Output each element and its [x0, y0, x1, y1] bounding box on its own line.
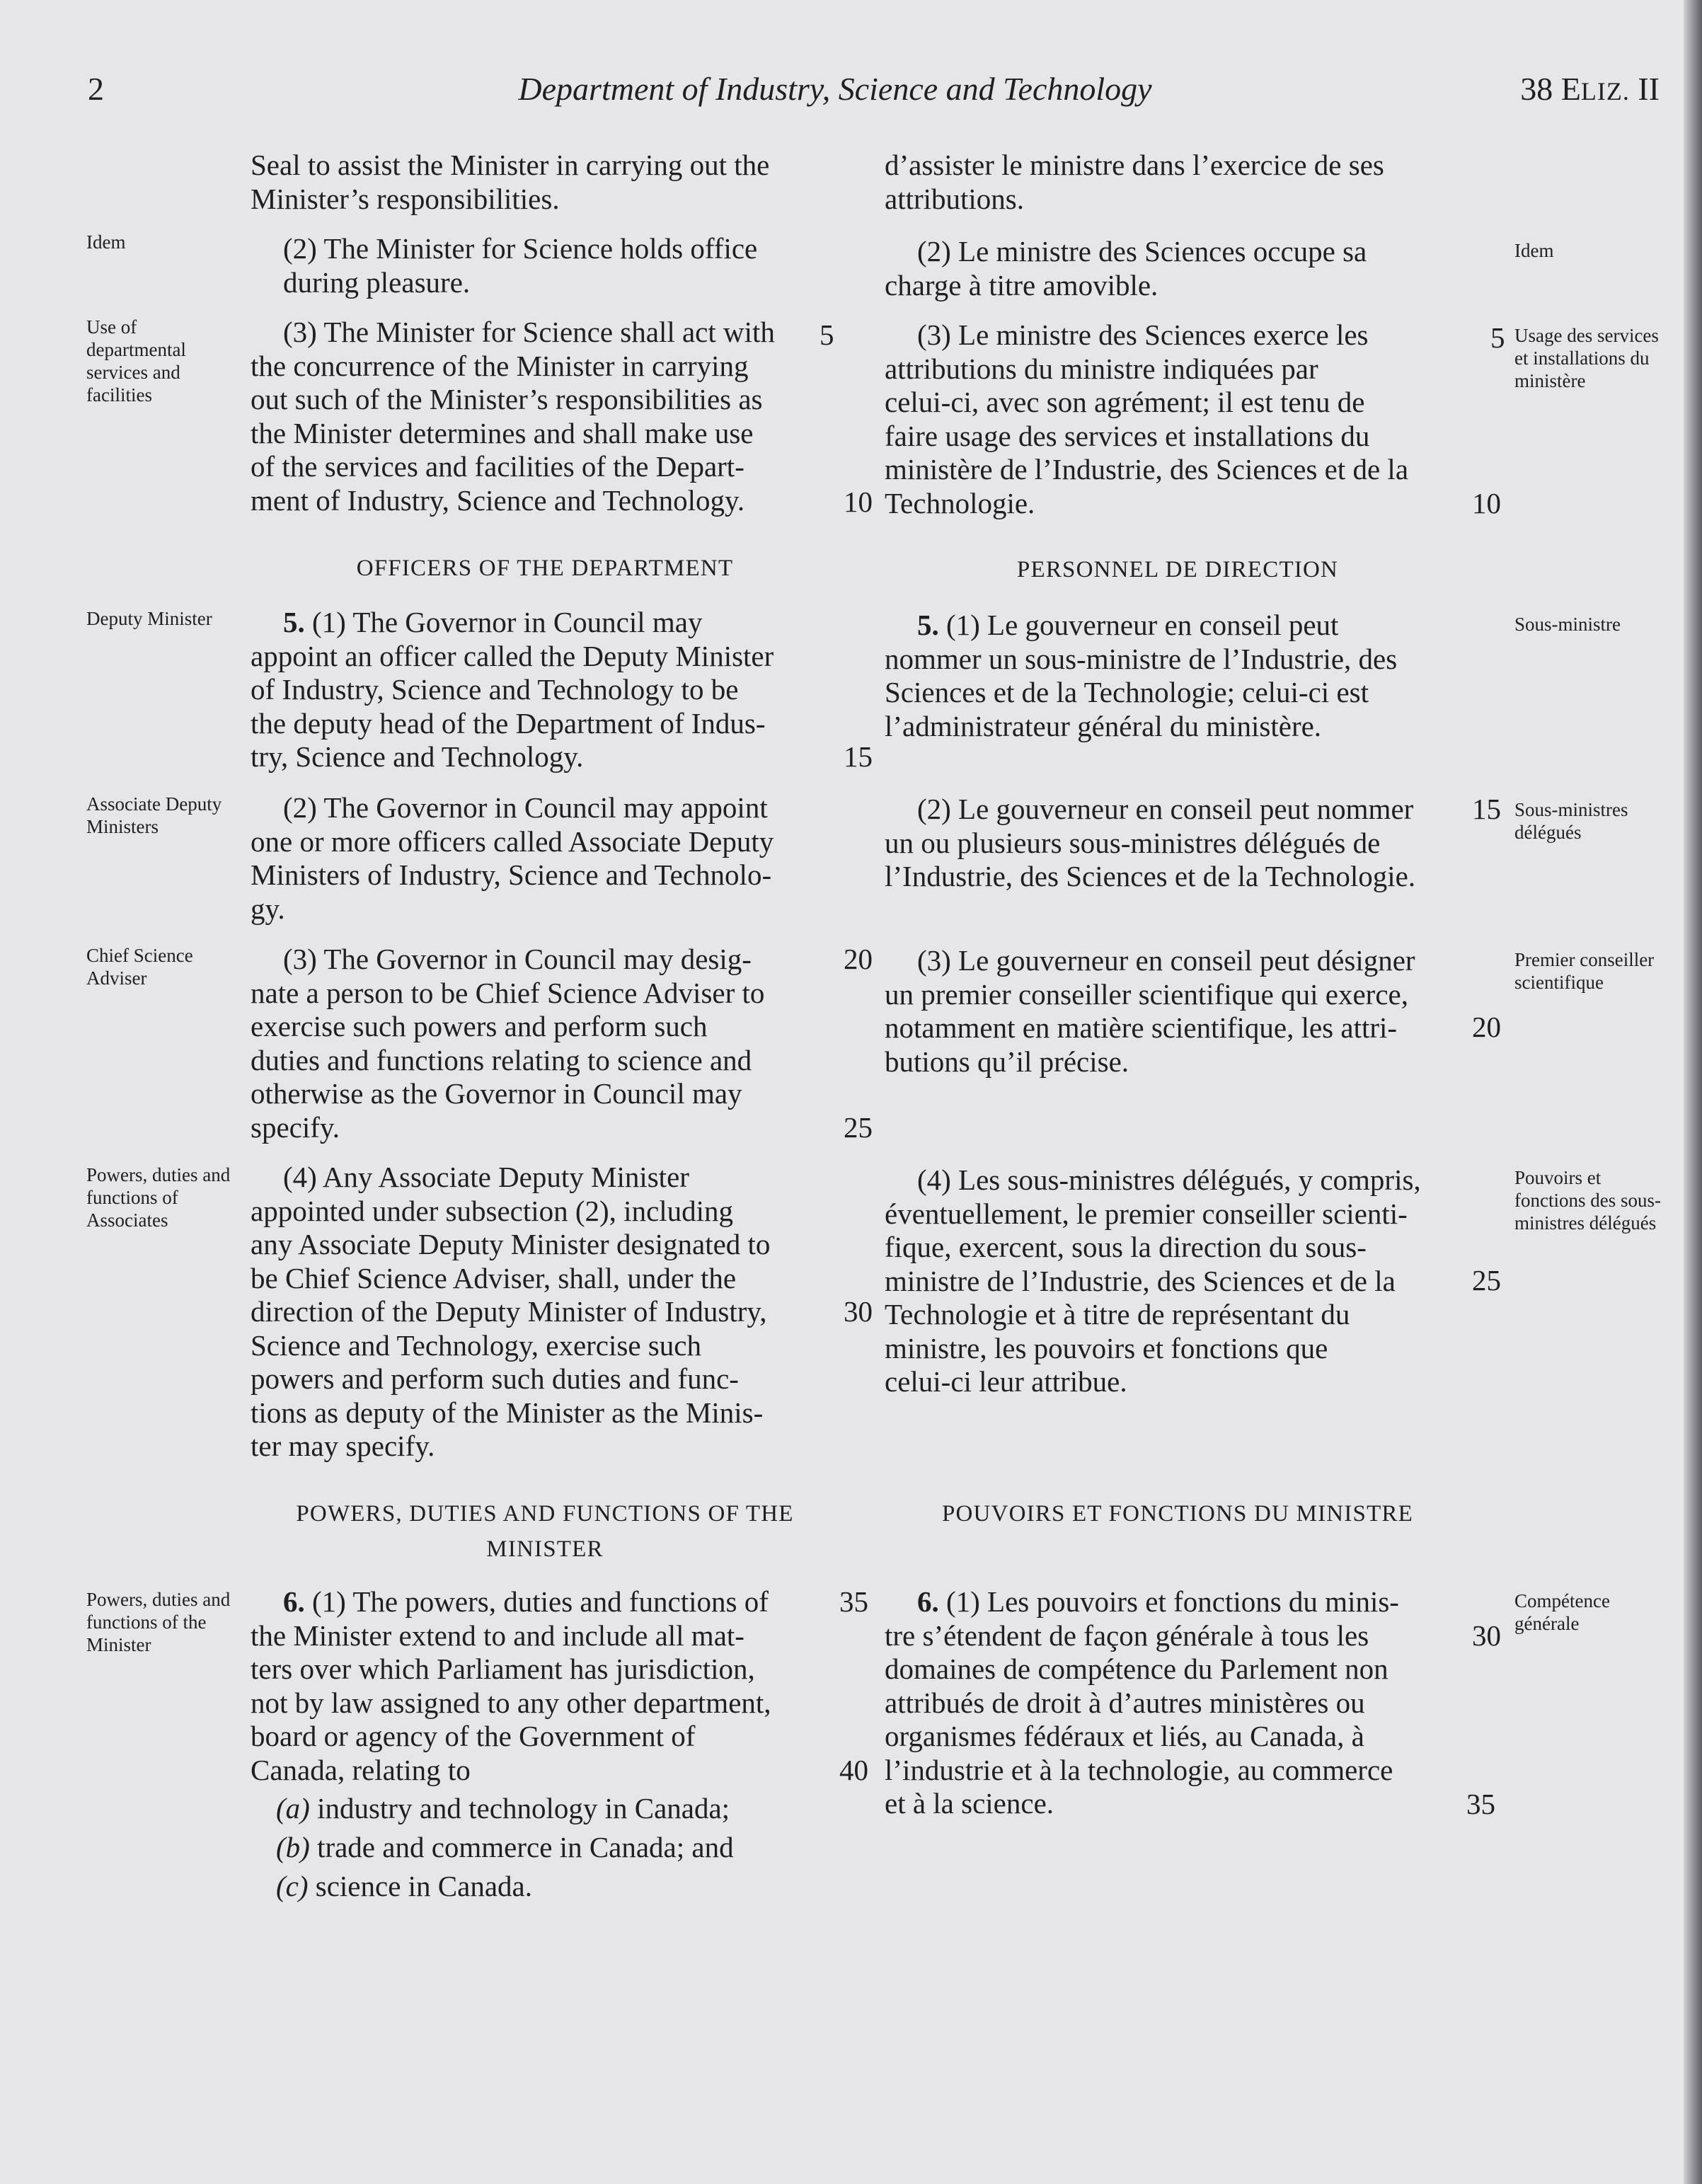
section-number: 5.	[917, 609, 939, 641]
en-subsection-4-2: (2) The Minister for Science holds office during pleasure.	[283, 232, 758, 299]
regnal-year: 38 ELIZ. II	[1520, 71, 1660, 107]
margin-note-associate-deputies: Associate Deputy Ministers	[86, 793, 222, 837]
margin-note-powers-associates: Powers, duties and functions of Associates	[86, 1164, 231, 1231]
margin-note-deputy-minister: Deputy Minister	[86, 608, 212, 629]
line-number: 35	[1466, 1788, 1495, 1820]
line-number: 10	[1472, 487, 1501, 519]
margin-note-competence: Compétence générale	[1514, 1590, 1610, 1634]
margin-note-delegues: Sous-ministres délégués	[1514, 799, 1628, 843]
line-number: 20	[844, 943, 873, 975]
en-section-5-1: 5. (1) The Governor in Council may appoint an officer called the Deputy Minister of Industry, Science and Technology to be the deputy head of the Department of Indus- try, Science and Technology.	[251, 606, 774, 773]
section-number: 6.	[283, 1585, 305, 1618]
margin-note-sous-ministre: Sous-ministre	[1514, 614, 1621, 635]
en-paragraph-continuation: Seal to assist the Minister in carrying out the Minister’s responsibilities.	[251, 149, 770, 215]
margin-note-use-services: Use of departmental services and facilities	[86, 316, 186, 406]
line-number: 15	[844, 740, 873, 773]
en-section-5-4: (4) Any Associate Deputy Minister appointed under subsection (2), including any Associate Deputy Minister designated to be Chief Science Adviser, shall, under the direction of the Deputy Minister of Industry, Science and Technology, exercise such powers and perform such duties and func- tions as deputy of the Minister as the Minis- ter may specify.	[251, 1161, 771, 1462]
line-number: 5	[820, 318, 834, 351]
fr-section-5-1: 5. (1) Le gouverneur en conseil peut nommer un sous-ministre de l’Industrie, des Sciences et de la Technologie; celui-ci est l’administrateur général du ministère.	[885, 609, 1398, 742]
en-subsection-4-3: (3) The Minister for Science shall act with the concurrence of the Minister in carrying out such of the Minister’s responsibilities as the Minister determines and shall make use of the services and facilities of the Depart- ment of Industry, Science and Technology.	[251, 316, 775, 517]
line-number: 35	[839, 1585, 868, 1618]
section-number: 5.	[283, 606, 305, 638]
line-number: 25	[844, 1111, 873, 1144]
list-item: (b) trade and commerce in Canada; and	[276, 1831, 734, 1863]
line-number: 5	[1490, 321, 1505, 354]
heading-powers-en: POWERS, DUTIES AND FUNCTIONS OF THE MINISTER	[296, 1501, 794, 1562]
fr-subsection-4-2: (2) Le ministre des Sciences occupe sa charge à titre amovible.	[885, 235, 1367, 301]
en-section-6-1: 6. (1) The powers, duties and functions of the Minister extend to and include all mat- ters over which Parliament has jurisdiction, not by law assigned to any other department, board or agency of the Government of Canada, relating to	[251, 1585, 771, 1786]
margin-note-powers-minister: Powers, duties and functions of the Minister	[86, 1589, 231, 1655]
fr-section-5-3: (3) Le gouverneur en conseil peut désigner un premier conseiller scientifique qui exerce, notamment en matière scientifique, les attri- butions qu’il précise.	[885, 944, 1415, 1078]
fr-section-5-4: (4) Les sous-ministres délégués, y compris, éventuellement, le premier conseiller scienti- fique, exercent, sous la direction du sous- ministre de l’Industrie, des Sciences et de la Technologie et à titre de représentant du ministre, les pouvoirs et fonctions que celui-ci leur attribue.	[885, 1163, 1421, 1398]
margin-note-pouvoirs-delegues: Pouvoirs et fonctions des sous-ministres délégués	[1514, 1167, 1661, 1234]
heading-powers-fr: POUVOIRS ET FONCTIONS DU MINISTRE	[941, 1501, 1414, 1527]
running-title: Department of Industry, Science and Technology	[518, 71, 1152, 107]
margin-note-usage: Usage des services et installations du ministère	[1514, 325, 1659, 391]
margin-note-chief-science-adviser: Chief Science Adviser	[86, 945, 193, 989]
line-number: 40	[839, 1754, 868, 1786]
list-item: (c) science in Canada.	[276, 1870, 532, 1902]
fr-subsection-4-3: (3) Le ministre des Sciences exerce les attributions du ministre indiquées par celui-ci, avec son agrément; il est tenu de faire usage des services et installations du ministère de l’Industrie, des Sciences et de la Technologie.	[885, 318, 1409, 519]
line-number: 15	[1472, 793, 1501, 825]
list-item: (a) industry and technology in Canada;	[276, 1792, 730, 1824]
line-number: 30	[844, 1295, 873, 1328]
en-section-5-3: (3) The Governor in Council may desig- nate a person to be Chief Science Adviser to exercise such powers and perform such duties and functions relating to science and otherwise as the Governor in Council may specify.	[251, 943, 765, 1144]
line-number: 10	[844, 485, 873, 518]
heading-officers-en: OFFICERS OF THE DEPARTMENT	[356, 556, 734, 581]
heading-officers-fr: PERSONNEL DE DIRECTION	[1016, 557, 1339, 582]
margin-note-idem-en: Idem	[86, 231, 126, 253]
page-edge-shadow	[1684, 0, 1702, 2184]
page-number: 2	[88, 71, 104, 107]
fr-paragraph-continuation: d’assister le ministre dans l’exercice de ses attributions.	[885, 149, 1384, 215]
line-number: 20	[1472, 1011, 1501, 1043]
fr-section-6-1: 6. (1) Les pouvoirs et fonctions du minis- tre s’étendent de façon générale à tous les domaines de compétence du Parlement non attribués de droit à d’autres ministères ou organismes fédéraux et liés, au Canada, à l’industrie et à la technologie, au commerce et à la science.	[885, 1585, 1399, 1820]
fr-section-5-2: (2) Le gouverneur en conseil peut nommer un ou plusieurs sous-ministres délégués de l’Industrie, des Sciences et de la Technologie.	[885, 793, 1416, 892]
margin-note-idem-fr: Idem	[1514, 240, 1554, 261]
section-number: 6.	[917, 1585, 939, 1618]
en-section-5-2: (2) The Governor in Council may appoint one or more officers called Associate Deputy Ministers of Industry, Science and Technolo- gy.	[251, 791, 774, 925]
line-number: 25	[1472, 1264, 1501, 1297]
margin-note-premier-conseiller: Premier conseiller scientifique	[1514, 949, 1655, 993]
line-number: 30	[1472, 1619, 1501, 1652]
